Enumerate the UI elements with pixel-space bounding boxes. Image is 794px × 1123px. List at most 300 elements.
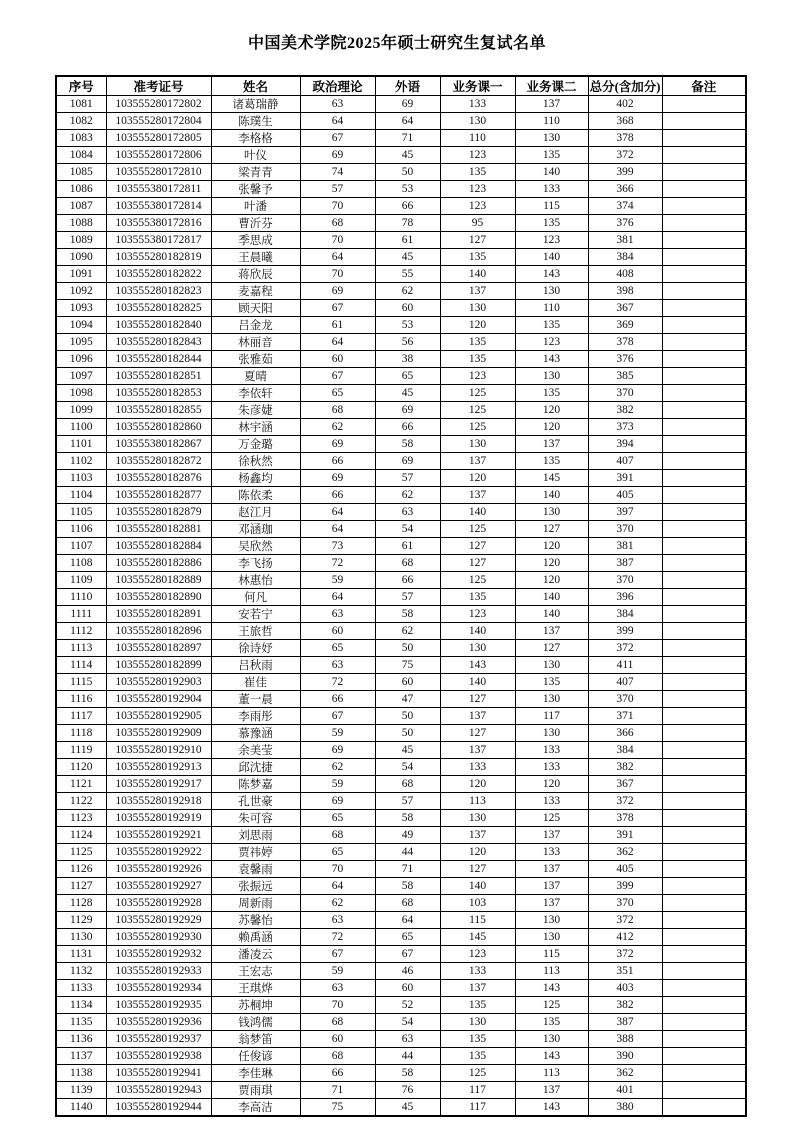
cell-course2: 137 — [515, 96, 588, 113]
cell-course1: 113 — [440, 793, 515, 810]
cell-total: 382 — [588, 997, 662, 1014]
cell-language: 58 — [375, 606, 440, 623]
cell-politics: 66 — [300, 691, 375, 708]
page-title: 中国美术学院2025年硕士研究生复试名单 — [247, 35, 546, 52]
cell-course1: 123 — [440, 198, 515, 215]
cell-language: 60 — [375, 674, 440, 691]
table-row — [56, 334, 746, 351]
cell-name: 朱彦婕 — [211, 402, 300, 419]
cell-course2: 130 — [515, 725, 588, 742]
cell-course2: 135 — [515, 1014, 588, 1031]
cell-language: 58 — [375, 1065, 440, 1082]
cell-politics: 68 — [300, 215, 375, 232]
cell-language: 67 — [375, 946, 440, 963]
cell-no: 1140 — [56, 1099, 106, 1117]
cell-id: 103555380182867 — [106, 436, 211, 453]
cell-no: 1103 — [56, 470, 106, 487]
table-row — [56, 844, 746, 861]
cell-language: 47 — [375, 691, 440, 708]
table-row — [56, 96, 746, 113]
cell-politics: 63 — [300, 980, 375, 997]
cell-course1: 135 — [440, 589, 515, 606]
cell-no: 1100 — [56, 419, 106, 436]
cell-total: 378 — [588, 334, 662, 351]
cell-name: 林宇涵 — [211, 419, 300, 436]
cell-id: 103555280192929 — [106, 912, 211, 929]
cell-no: 1086 — [56, 181, 106, 198]
cell-politics: 67 — [300, 300, 375, 317]
cell-course2: 140 — [515, 589, 588, 606]
cell-no: 1106 — [56, 521, 106, 538]
cell-politics: 66 — [300, 1065, 375, 1082]
column-header-name: 姓名 — [211, 76, 300, 96]
cell-total: 384 — [588, 606, 662, 623]
column-header-no: 序号 — [56, 76, 106, 96]
cell-id: 103555380172814 — [106, 198, 211, 215]
cell-remark — [662, 861, 746, 878]
cell-language: 64 — [375, 912, 440, 929]
cell-politics: 66 — [300, 487, 375, 504]
cell-language: 38 — [375, 351, 440, 368]
cell-total: 372 — [588, 793, 662, 810]
cell-course2: 137 — [515, 436, 588, 453]
cell-total: 366 — [588, 181, 662, 198]
cell-no: 1117 — [56, 708, 106, 725]
cell-course2: 137 — [515, 827, 588, 844]
cell-total: 384 — [588, 742, 662, 759]
table-row — [56, 232, 746, 249]
cell-id: 103555280182855 — [106, 402, 211, 419]
cell-id: 103555280182884 — [106, 538, 211, 555]
cell-remark — [662, 368, 746, 385]
cell-remark — [662, 674, 746, 691]
cell-course2: 130 — [515, 912, 588, 929]
cell-course2: 120 — [515, 776, 588, 793]
cell-total: 388 — [588, 1031, 662, 1048]
cell-course1: 127 — [440, 232, 515, 249]
cell-course1: 133 — [440, 96, 515, 113]
cell-remark — [662, 1048, 746, 1065]
cell-no: 1084 — [56, 147, 106, 164]
cell-total: 405 — [588, 861, 662, 878]
cell-politics: 59 — [300, 572, 375, 589]
cell-name: 张振远 — [211, 878, 300, 895]
cell-total: 380 — [588, 1099, 662, 1117]
cell-course2: 133 — [515, 793, 588, 810]
cell-language: 66 — [375, 198, 440, 215]
cell-remark — [662, 436, 746, 453]
cell-total: 376 — [588, 351, 662, 368]
table-row — [56, 810, 746, 827]
cell-no: 1122 — [56, 793, 106, 810]
cell-total: 362 — [588, 1065, 662, 1082]
cell-course1: 110 — [440, 130, 515, 147]
cell-language: 65 — [375, 368, 440, 385]
cell-name: 吴欣然 — [211, 538, 300, 555]
cell-politics: 69 — [300, 742, 375, 759]
cell-no: 1090 — [56, 249, 106, 266]
cell-remark — [662, 453, 746, 470]
cell-total: 372 — [588, 147, 662, 164]
cell-course1: 140 — [440, 504, 515, 521]
column-header-remark: 备注 — [662, 76, 746, 96]
cell-course2: 130 — [515, 691, 588, 708]
cell-language: 46 — [375, 963, 440, 980]
cell-id: 103555280172810 — [106, 164, 211, 181]
cell-politics: 66 — [300, 453, 375, 470]
cell-course2: 123 — [515, 232, 588, 249]
cell-politics: 67 — [300, 708, 375, 725]
cell-language: 78 — [375, 215, 440, 232]
cell-remark — [662, 164, 746, 181]
cell-name: 李依轩 — [211, 385, 300, 402]
cell-course1: 123 — [440, 368, 515, 385]
cell-id: 103555280182899 — [106, 657, 211, 674]
cell-course2: 130 — [515, 657, 588, 674]
cell-course1: 137 — [440, 283, 515, 300]
table-row — [56, 317, 746, 334]
cell-id: 103555280192936 — [106, 1014, 211, 1031]
cell-total: 382 — [588, 402, 662, 419]
cell-politics: 60 — [300, 351, 375, 368]
cell-name: 蒋欣辰 — [211, 266, 300, 283]
table-row — [56, 963, 746, 980]
cell-remark — [662, 419, 746, 436]
cell-course1: 95 — [440, 215, 515, 232]
cell-language: 69 — [375, 402, 440, 419]
cell-politics: 65 — [300, 640, 375, 657]
cell-no: 1136 — [56, 1031, 106, 1048]
cell-course1: 125 — [440, 419, 515, 436]
cell-course1: 123 — [440, 181, 515, 198]
cell-id: 103555280182825 — [106, 300, 211, 317]
cell-course1: 123 — [440, 147, 515, 164]
cell-remark — [662, 776, 746, 793]
cell-no: 1089 — [56, 232, 106, 249]
cell-id: 103555280192905 — [106, 708, 211, 725]
cell-no: 1101 — [56, 436, 106, 453]
cell-total: 399 — [588, 164, 662, 181]
cell-name: 叶潘 — [211, 198, 300, 215]
cell-language: 44 — [375, 844, 440, 861]
cell-total: 381 — [588, 538, 662, 555]
cell-language: 45 — [375, 147, 440, 164]
cell-remark — [662, 980, 746, 997]
cell-course1: 135 — [440, 1048, 515, 1065]
table-row — [56, 283, 746, 300]
cell-language: 52 — [375, 997, 440, 1014]
cell-politics: 64 — [300, 589, 375, 606]
column-header-total: 总分(含加分) — [588, 76, 662, 96]
cell-politics: 70 — [300, 198, 375, 215]
cell-id: 103555280192904 — [106, 691, 211, 708]
cell-course2: 133 — [515, 759, 588, 776]
cell-course2: 130 — [515, 929, 588, 946]
cell-remark — [662, 147, 746, 164]
cell-remark — [662, 300, 746, 317]
cell-politics: 67 — [300, 130, 375, 147]
cell-remark — [662, 708, 746, 725]
cell-no: 1085 — [56, 164, 106, 181]
cell-name: 安若宁 — [211, 606, 300, 623]
cell-language: 64 — [375, 113, 440, 130]
cell-total: 412 — [588, 929, 662, 946]
cell-name: 赵江月 — [211, 504, 300, 521]
cell-no: 1114 — [56, 657, 106, 674]
table-row — [56, 725, 746, 742]
cell-total: 366 — [588, 725, 662, 742]
cell-course1: 135 — [440, 351, 515, 368]
cell-language: 71 — [375, 130, 440, 147]
cell-total: 401 — [588, 1082, 662, 1099]
cell-total: 399 — [588, 878, 662, 895]
cell-politics: 62 — [300, 895, 375, 912]
column-header-language: 外语 — [375, 76, 440, 96]
cell-total: 382 — [588, 759, 662, 776]
cell-course2: 143 — [515, 266, 588, 283]
cell-politics: 69 — [300, 470, 375, 487]
cell-no: 1104 — [56, 487, 106, 504]
cell-name: 贾祎婷 — [211, 844, 300, 861]
cell-total: 391 — [588, 827, 662, 844]
cell-id: 103555280192917 — [106, 776, 211, 793]
cell-language: 54 — [375, 1014, 440, 1031]
table-row — [56, 946, 746, 963]
cell-id: 103555280192934 — [106, 980, 211, 997]
cell-language: 68 — [375, 776, 440, 793]
cell-course2: 120 — [515, 402, 588, 419]
cell-name: 慕豫涵 — [211, 725, 300, 742]
table-row — [56, 436, 746, 453]
cell-id: 103555280182851 — [106, 368, 211, 385]
cell-name: 季思成 — [211, 232, 300, 249]
cell-language: 68 — [375, 895, 440, 912]
cell-politics: 57 — [300, 181, 375, 198]
cell-remark — [662, 844, 746, 861]
table-row — [56, 521, 746, 538]
cell-course1: 117 — [440, 1099, 515, 1117]
cell-remark — [662, 521, 746, 538]
table-row — [56, 300, 746, 317]
table-header-row — [56, 76, 746, 96]
cell-name: 林惠怡 — [211, 572, 300, 589]
cell-id: 103555280192926 — [106, 861, 211, 878]
cell-no: 1116 — [56, 691, 106, 708]
cell-no: 1138 — [56, 1065, 106, 1082]
cell-language: 71 — [375, 861, 440, 878]
cell-course1: 133 — [440, 963, 515, 980]
cell-total: 391 — [588, 470, 662, 487]
table-row — [56, 691, 746, 708]
cell-name: 陈璞生 — [211, 113, 300, 130]
cell-total: 403 — [588, 980, 662, 997]
cell-remark — [662, 759, 746, 776]
cell-politics: 59 — [300, 963, 375, 980]
cell-remark — [662, 827, 746, 844]
cell-no: 1095 — [56, 334, 106, 351]
cell-name: 任俊谚 — [211, 1048, 300, 1065]
cell-course2: 130 — [515, 283, 588, 300]
cell-name: 叶仪 — [211, 147, 300, 164]
cell-course2: 133 — [515, 844, 588, 861]
cell-id: 103555280172806 — [106, 147, 211, 164]
cell-no: 1096 — [56, 351, 106, 368]
cell-name: 诸葛瑞静 — [211, 96, 300, 113]
cell-course2: 140 — [515, 164, 588, 181]
cell-course2: 130 — [515, 130, 588, 147]
cell-language: 65 — [375, 929, 440, 946]
cell-language: 66 — [375, 419, 440, 436]
cell-course1: 135 — [440, 997, 515, 1014]
table-row — [56, 759, 746, 776]
cell-id: 103555280192932 — [106, 946, 211, 963]
cell-course1: 125 — [440, 521, 515, 538]
cell-course2: 137 — [515, 878, 588, 895]
cell-total: 370 — [588, 385, 662, 402]
cell-no: 1102 — [56, 453, 106, 470]
cell-id: 103555280182872 — [106, 453, 211, 470]
cell-id: 103555280192919 — [106, 810, 211, 827]
cell-id: 103555280192921 — [106, 827, 211, 844]
table-row — [56, 623, 746, 640]
cell-id: 103555280192922 — [106, 844, 211, 861]
cell-remark — [662, 385, 746, 402]
cell-name: 吕金龙 — [211, 317, 300, 334]
cell-remark — [662, 589, 746, 606]
cell-no: 1099 — [56, 402, 106, 419]
table-row — [56, 674, 746, 691]
cell-remark — [662, 232, 746, 249]
cell-course1: 137 — [440, 980, 515, 997]
cell-course1: 103 — [440, 895, 515, 912]
cell-remark — [662, 555, 746, 572]
cell-id: 103555280182822 — [106, 266, 211, 283]
cell-no: 1108 — [56, 555, 106, 572]
cell-name: 万金璐 — [211, 436, 300, 453]
column-header-course2: 业务课二 — [515, 76, 588, 96]
cell-total: 399 — [588, 623, 662, 640]
cell-id: 103555280192938 — [106, 1048, 211, 1065]
cell-course2: 133 — [515, 181, 588, 198]
cell-language: 63 — [375, 1031, 440, 1048]
cell-course2: 137 — [515, 1082, 588, 1099]
cell-politics: 71 — [300, 1082, 375, 1099]
cell-course2: 110 — [515, 113, 588, 130]
score-table — [55, 75, 747, 1117]
cell-name: 林丽音 — [211, 334, 300, 351]
cell-course1: 127 — [440, 691, 515, 708]
cell-course2: 113 — [515, 963, 588, 980]
cell-id: 103555280182876 — [106, 470, 211, 487]
cell-language: 57 — [375, 470, 440, 487]
cell-course1: 127 — [440, 538, 515, 555]
cell-course2: 137 — [515, 623, 588, 640]
cell-no: 1087 — [56, 198, 106, 215]
cell-remark — [662, 929, 746, 946]
cell-remark — [662, 198, 746, 215]
cell-name: 贾雨琪 — [211, 1082, 300, 1099]
cell-id: 103555280172804 — [106, 113, 211, 130]
cell-id: 103555280192933 — [106, 963, 211, 980]
cell-no: 1105 — [56, 504, 106, 521]
cell-politics: 63 — [300, 657, 375, 674]
cell-remark — [662, 1031, 746, 1048]
cell-language: 60 — [375, 300, 440, 317]
table-row — [56, 1031, 746, 1048]
cell-course1: 135 — [440, 334, 515, 351]
cell-id: 103555280182897 — [106, 640, 211, 657]
cell-name: 张馨予 — [211, 181, 300, 198]
cell-id: 103555280182896 — [106, 623, 211, 640]
table-row — [56, 1065, 746, 1082]
cell-no: 1091 — [56, 266, 106, 283]
cell-course2: 143 — [515, 1099, 588, 1117]
cell-id: 103555280182877 — [106, 487, 211, 504]
table-row — [56, 895, 746, 912]
cell-remark — [662, 878, 746, 895]
cell-remark — [662, 623, 746, 640]
table-row — [56, 487, 746, 504]
table-row — [56, 776, 746, 793]
cell-total: 396 — [588, 589, 662, 606]
cell-total: 398 — [588, 283, 662, 300]
cell-name: 孔世豪 — [211, 793, 300, 810]
cell-total: 368 — [588, 113, 662, 130]
cell-course2: 113 — [515, 1065, 588, 1082]
table-row — [56, 827, 746, 844]
cell-name: 徐秋然 — [211, 453, 300, 470]
cell-total: 372 — [588, 912, 662, 929]
cell-id: 103555280182853 — [106, 385, 211, 402]
cell-remark — [662, 1099, 746, 1117]
table-row — [56, 181, 746, 198]
cell-no: 1107 — [56, 538, 106, 555]
cell-politics: 72 — [300, 929, 375, 946]
cell-course2: 143 — [515, 351, 588, 368]
cell-course1: 143 — [440, 657, 515, 674]
cell-language: 66 — [375, 572, 440, 589]
cell-remark — [662, 538, 746, 555]
cell-language: 54 — [375, 759, 440, 776]
cell-name: 陈梦嘉 — [211, 776, 300, 793]
cell-name: 赖禹涵 — [211, 929, 300, 946]
cell-name: 顾天阳 — [211, 300, 300, 317]
table-row — [56, 538, 746, 555]
cell-course2: 120 — [515, 572, 588, 589]
cell-remark — [662, 1065, 746, 1082]
cell-id: 103555280192943 — [106, 1082, 211, 1099]
cell-name: 李格格 — [211, 130, 300, 147]
table-row — [56, 351, 746, 368]
cell-language: 45 — [375, 385, 440, 402]
cell-politics: 69 — [300, 283, 375, 300]
cell-name: 王旅哲 — [211, 623, 300, 640]
cell-politics: 63 — [300, 96, 375, 113]
cell-politics: 73 — [300, 538, 375, 555]
cell-course1: 140 — [440, 623, 515, 640]
cell-language: 75 — [375, 657, 440, 674]
table-row — [56, 589, 746, 606]
cell-language: 61 — [375, 232, 440, 249]
cell-total: 402 — [588, 96, 662, 113]
cell-name: 杨鑫均 — [211, 470, 300, 487]
cell-id: 103555380172816 — [106, 215, 211, 232]
cell-remark — [662, 691, 746, 708]
cell-language: 44 — [375, 1048, 440, 1065]
cell-course1: 125 — [440, 1065, 515, 1082]
cell-course2: 143 — [515, 1048, 588, 1065]
table-row — [56, 113, 746, 130]
